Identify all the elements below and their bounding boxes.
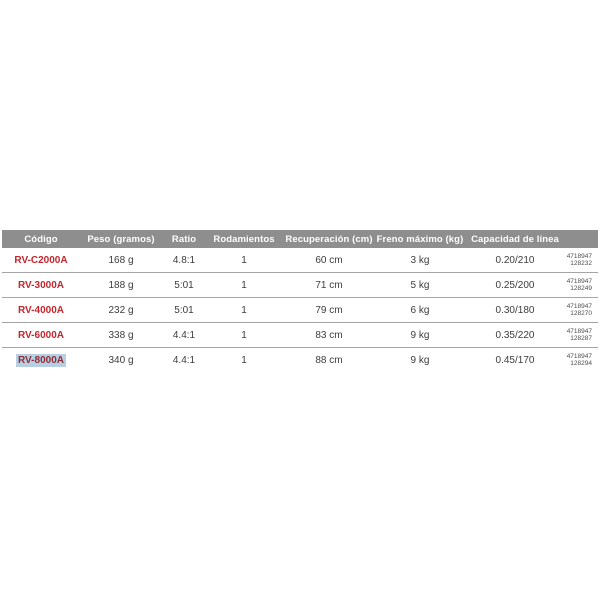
cell-ratio: 5:01 <box>174 304 194 316</box>
product-code-link-selected[interactable]: RV-8000A <box>18 354 64 366</box>
cell-codigo[interactable] <box>2 323 80 347</box>
table-row <box>2 248 598 273</box>
cell-codigo[interactable] <box>2 248 80 272</box>
cell-codigo[interactable] <box>2 298 80 322</box>
cell-freno: 9 kg <box>410 354 430 366</box>
cell-capacidad: 0.30/180 <box>495 304 535 316</box>
cell-ratio: 4.4:1 <box>172 354 196 366</box>
cell-ean <box>566 348 598 372</box>
header-peso: Peso (gramos) <box>87 233 155 245</box>
ean-line-2: 128249 <box>570 285 592 292</box>
cell-recuperacion: 88 cm <box>315 354 343 366</box>
cell-rodamientos: 1 <box>241 254 247 266</box>
cell-ean <box>566 323 598 347</box>
cell-ratio: 5:01 <box>174 279 194 291</box>
table-row <box>2 348 598 372</box>
table-header-row <box>2 230 598 248</box>
product-code-link[interactable]: RV-4000A <box>18 304 64 316</box>
ean-line-1: 4718947 <box>566 252 592 260</box>
header-rodamientos: Rodamientos <box>213 233 275 245</box>
ean-line-2: 128287 <box>570 335 592 342</box>
cell-rodamientos: 1 <box>241 304 247 316</box>
cell-codigo[interactable] <box>2 273 80 297</box>
cell-peso: 188 g <box>108 279 134 291</box>
cell-peso: 338 g <box>108 329 134 341</box>
cell-capacidad: 0.25/200 <box>495 279 535 291</box>
header-recuperacion: Recuperación (cm) <box>285 233 373 245</box>
cell-capacidad: 0.20/210 <box>495 254 535 266</box>
cell-rodamientos: 1 <box>241 279 247 291</box>
product-spec-table <box>2 230 598 372</box>
ean-line-1: 4718947 <box>566 327 592 335</box>
header-capacidad: Capacidad de línea <box>471 233 559 245</box>
cell-freno: 5 kg <box>410 279 430 291</box>
cell-capacidad: 0.45/170 <box>495 354 535 366</box>
ean-line-2: 128232 <box>570 260 592 267</box>
cell-ean <box>566 273 598 297</box>
ean-line-2: 128294 <box>570 360 592 367</box>
cell-freno: 6 kg <box>410 304 430 316</box>
cell-codigo[interactable] <box>2 348 80 372</box>
cell-capacidad: 0.35/220 <box>495 329 535 341</box>
cell-ean <box>566 298 598 322</box>
table-row <box>2 273 598 298</box>
ean-line-1: 4718947 <box>566 277 592 285</box>
ean-line-1: 4718947 <box>566 352 592 360</box>
product-code-link[interactable]: RV-C2000A <box>14 254 68 266</box>
cell-recuperacion: 71 cm <box>315 279 343 291</box>
table-row <box>2 298 598 323</box>
cell-peso: 340 g <box>108 354 134 366</box>
header-freno: Freno máximo (kg) <box>376 233 464 245</box>
cell-rodamientos: 1 <box>241 329 247 341</box>
cell-ratio: 4.4:1 <box>172 329 196 341</box>
product-code-link[interactable]: RV-3000A <box>18 279 64 291</box>
cell-ean <box>566 248 598 272</box>
product-code-link[interactable]: RV-6000A <box>18 329 64 341</box>
cell-recuperacion: 79 cm <box>315 304 343 316</box>
cell-recuperacion: 60 cm <box>315 254 343 266</box>
cell-peso: 168 g <box>108 254 134 266</box>
ean-line-1: 4718947 <box>566 302 592 310</box>
cell-freno: 9 kg <box>410 329 430 341</box>
cell-ratio: 4.8:1 <box>172 254 196 266</box>
table-row <box>2 323 598 348</box>
cell-freno: 3 kg <box>410 254 430 266</box>
header-ratio: Ratio <box>171 233 197 245</box>
cell-rodamientos: 1 <box>241 354 247 366</box>
header-codigo: Código <box>24 233 58 245</box>
ean-line-2: 128270 <box>570 310 592 317</box>
cell-recuperacion: 83 cm <box>315 329 343 341</box>
cell-peso: 232 g <box>108 304 134 316</box>
